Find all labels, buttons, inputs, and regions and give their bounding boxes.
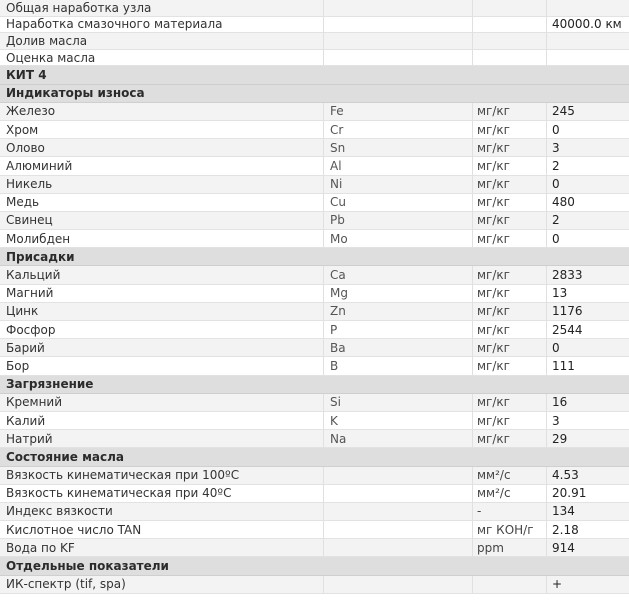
row-unit: мг/кг [472, 121, 546, 138]
kit-header-row [0, 66, 629, 84]
table-row [0, 121, 629, 139]
row-label: Барий [6, 340, 45, 355]
row-unit [472, 33, 546, 49]
row-unit: мг/кг [472, 303, 546, 320]
row-value: 40000.0 км [546, 17, 629, 33]
row-unit: мм²/с [472, 485, 546, 502]
row-label: Кальций [6, 268, 61, 283]
row-value: 2 [546, 157, 629, 174]
table-row [0, 394, 629, 412]
row-label: Цинк [6, 304, 39, 319]
row-unit: мг/кг [472, 357, 546, 374]
table-row [0, 230, 629, 248]
row-symbol [323, 467, 472, 484]
row-value: 2.18 [546, 521, 629, 538]
row-label: Наработка смазочного материала [6, 17, 223, 32]
row-symbol [323, 576, 472, 593]
row-value: 914 [546, 539, 629, 556]
table-row [0, 430, 629, 448]
table-row [0, 521, 629, 539]
row-symbol [323, 50, 472, 66]
row-unit: мг/кг [472, 321, 546, 338]
table-row [0, 339, 629, 357]
row-symbol: B [323, 357, 472, 374]
section-header [0, 85, 629, 103]
row-label: Вязкость кинематическая при 100ºC [6, 468, 240, 483]
row-symbol: Cu [323, 194, 472, 211]
row-symbol: Si [323, 394, 472, 411]
row-symbol: Ca [323, 266, 472, 283]
row-unit [472, 17, 546, 33]
row-symbol [323, 521, 472, 538]
section-header [0, 448, 629, 466]
row-value [546, 33, 629, 49]
table-row [0, 539, 629, 557]
section-header [0, 376, 629, 394]
row-label: Никель [6, 177, 53, 192]
section-header [0, 557, 629, 575]
row-value: 0 [546, 339, 629, 356]
row-symbol [323, 539, 472, 556]
row-value [546, 0, 629, 16]
row-value: 2544 [546, 321, 629, 338]
row-symbol: Cr [323, 121, 472, 138]
row-symbol: Mg [323, 285, 472, 302]
row-value: 0 [546, 230, 629, 247]
table-row [0, 412, 629, 430]
table-row [0, 467, 629, 485]
row-value: 20.91 [546, 485, 629, 502]
table-row [0, 103, 629, 121]
row-symbol: Pb [323, 212, 472, 229]
row-value: 13 [546, 285, 629, 302]
row-label: Общая наработка узла [6, 0, 152, 15]
row-symbol [323, 485, 472, 502]
row-unit: мг/кг [472, 285, 546, 302]
row-unit: мг/кг [472, 430, 546, 447]
row-symbol: P [323, 321, 472, 338]
row-value: 0 [546, 176, 629, 193]
section-title: Загрязнение [6, 377, 94, 392]
table-row [0, 321, 629, 339]
row-label: Вода по KF [6, 540, 75, 555]
row-value: 0 [546, 121, 629, 138]
section-title: Индикаторы износа [6, 86, 145, 101]
table-row [0, 503, 629, 521]
row-unit: мг/кг [472, 339, 546, 356]
row-unit [472, 0, 546, 16]
row-unit: мг/кг [472, 212, 546, 229]
row-unit [472, 576, 546, 593]
row-unit: мг/кг [472, 157, 546, 174]
row-value: 1176 [546, 303, 629, 320]
row-value: + [546, 576, 629, 593]
row-label: Хром [6, 122, 39, 137]
row-label: Магний [6, 286, 54, 301]
row-value: 3 [546, 139, 629, 156]
row-label: Кремний [6, 395, 63, 410]
row-unit [472, 50, 546, 66]
row-label: Кислотное число TAN [6, 522, 142, 537]
row-unit: мг/кг [472, 176, 546, 193]
general-info-block [0, 0, 629, 66]
table-row [0, 303, 629, 321]
row-value: 29 [546, 430, 629, 447]
row-label: Железо [6, 104, 56, 119]
row-unit: мг/кг [472, 103, 546, 120]
row-symbol: Zn [323, 303, 472, 320]
table-row [0, 139, 629, 157]
row-value: 245 [546, 103, 629, 120]
table-row [0, 485, 629, 503]
kit-header-label: КИТ 4 [6, 67, 47, 82]
row-label: Оценка масла [6, 50, 96, 65]
row-symbol: K [323, 412, 472, 429]
row-symbol [323, 503, 472, 520]
row-unit: ppm [472, 539, 546, 556]
section-header [0, 248, 629, 266]
row-unit: мг/кг [472, 139, 546, 156]
table-row [0, 194, 629, 212]
row-value [546, 50, 629, 66]
row-symbol: Al [323, 157, 472, 174]
row-symbol: Mo [323, 230, 472, 247]
row-symbol [323, 33, 472, 49]
row-label: Индекс вязкости [6, 504, 113, 519]
table-row [0, 157, 629, 175]
row-label: Калий [6, 413, 46, 428]
section-title: Присадки [6, 249, 75, 264]
table-row [0, 33, 629, 50]
section-title: Состояние масла [6, 449, 124, 464]
section-title: Отдельные показатели [6, 559, 169, 574]
row-symbol: Na [323, 430, 472, 447]
row-unit: мг/кг [472, 412, 546, 429]
row-label: Бор [6, 358, 30, 373]
sections-block [0, 85, 629, 594]
row-label: ИК-спектр (tif, spa) [6, 577, 126, 592]
row-label: Натрий [6, 431, 53, 446]
row-symbol [323, 0, 472, 16]
table-row [0, 176, 629, 194]
row-label: Долив масла [6, 33, 88, 48]
row-symbol [323, 17, 472, 33]
row-symbol: Ni [323, 176, 472, 193]
table-row [0, 50, 629, 67]
row-symbol: Ba [323, 339, 472, 356]
row-value: 134 [546, 503, 629, 520]
row-unit: мм²/с [472, 467, 546, 484]
table-row [0, 0, 629, 17]
row-label: Фосфор [6, 322, 56, 337]
table-row [0, 266, 629, 284]
row-label: Олово [6, 140, 45, 155]
row-value: 111 [546, 357, 629, 374]
row-value: 16 [546, 394, 629, 411]
row-unit: - [472, 503, 546, 520]
row-symbol: Fe [323, 103, 472, 120]
row-label: Алюминий [6, 158, 73, 173]
row-value: 4.53 [546, 467, 629, 484]
row-unit: мг/кг [472, 230, 546, 247]
row-value: 480 [546, 194, 629, 211]
row-label: Свинец [6, 213, 53, 228]
row-value: 3 [546, 412, 629, 429]
row-label: Молибден [6, 231, 71, 246]
table-row [0, 17, 629, 34]
row-unit: мг КОН/г [472, 521, 546, 538]
table-row [0, 212, 629, 230]
row-unit: мг/кг [472, 266, 546, 283]
table-row [0, 576, 629, 594]
table-row [0, 357, 629, 375]
row-unit: мг/кг [472, 394, 546, 411]
row-value: 2833 [546, 266, 629, 283]
row-symbol: Sn [323, 139, 472, 156]
row-label: Медь [6, 195, 40, 210]
row-unit: мг/кг [472, 194, 546, 211]
row-value: 2 [546, 212, 629, 229]
table-row [0, 285, 629, 303]
row-label: Вязкость кинематическая при 40ºC [6, 486, 232, 501]
